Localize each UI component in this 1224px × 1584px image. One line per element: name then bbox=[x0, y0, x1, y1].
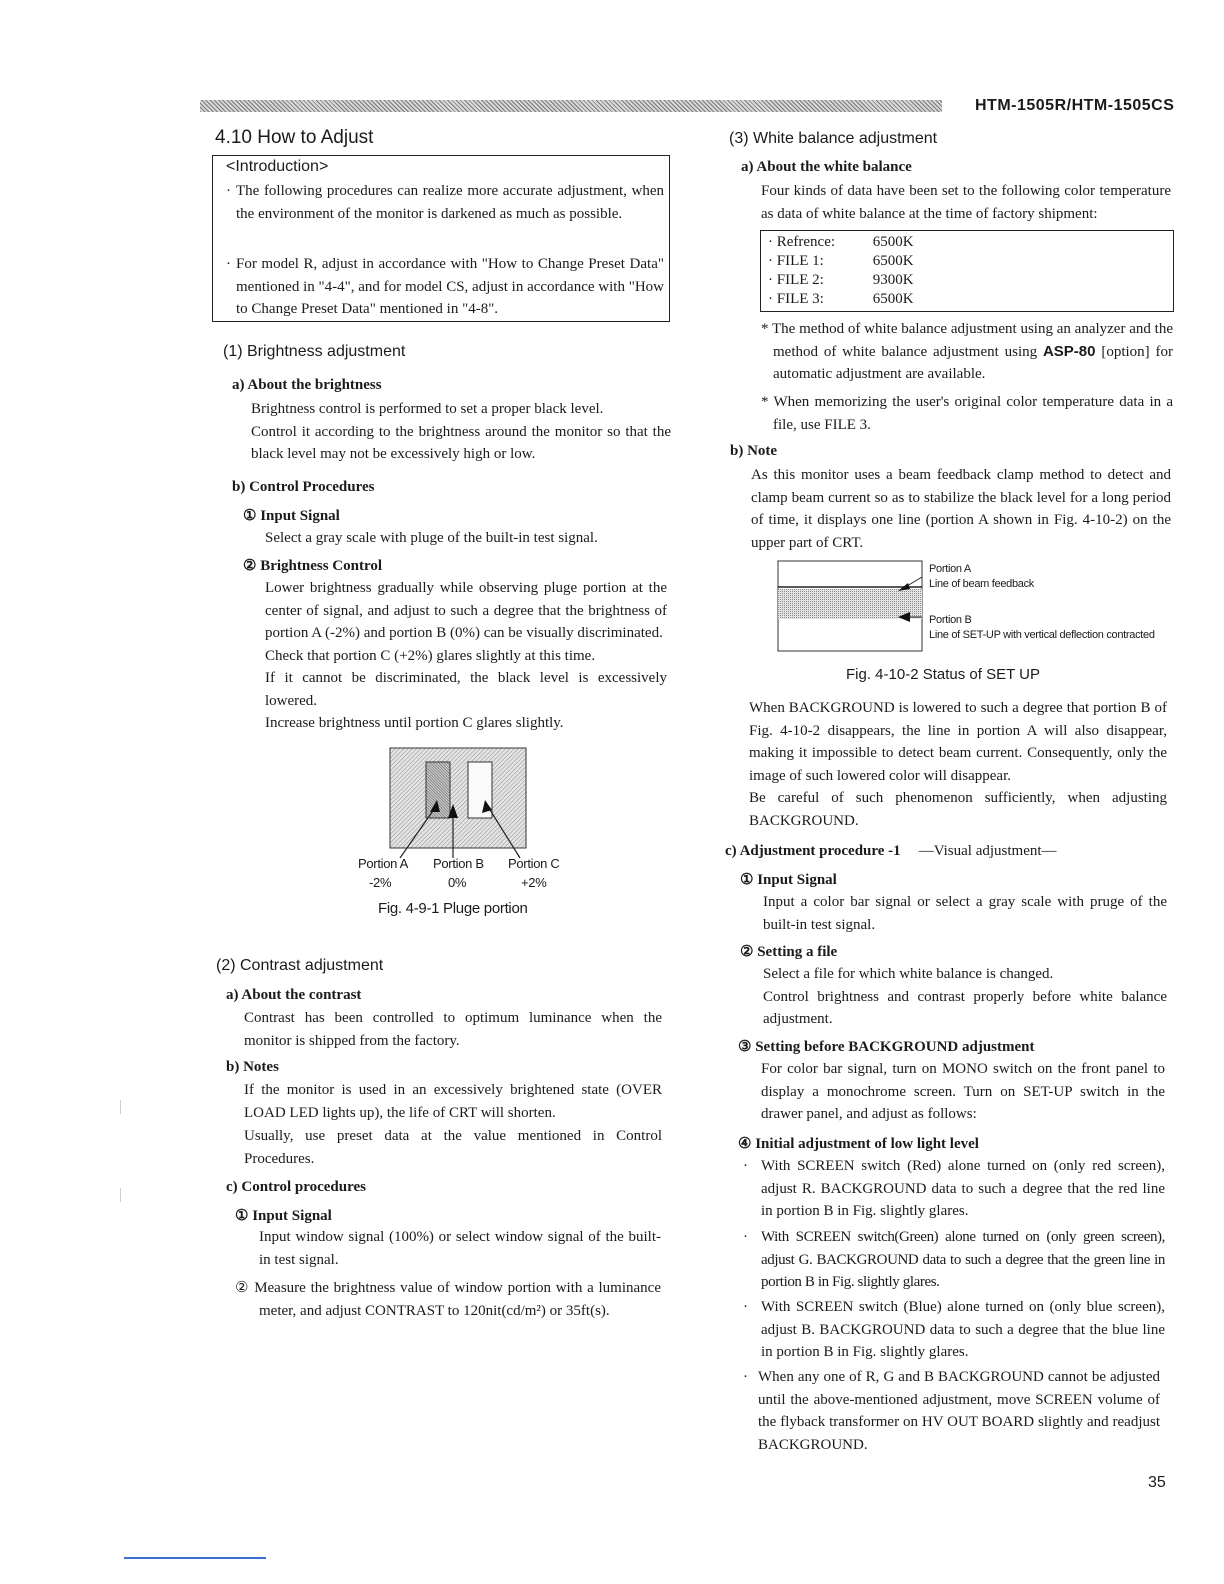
wb-b-text: As this monitor uses a beam feedback clamp method to detect and clamp beam current so as to stabilize the black level for a long period of time, it displays one line (portion A shown in Fig. 4-10-2) on the upper part of CRT. bbox=[751, 467, 1171, 551]
intro-bullet: · The following procedures can realize more accurate adjustment, when the environment of the monitor is darkened as much as possible. bbox=[226, 183, 664, 222]
wb-table-row: · FILE 1: 6500K bbox=[768, 253, 914, 269]
proc-file-label: ② Setting a file bbox=[740, 944, 838, 960]
initial-bullet-blue: · With SCREEN switch (Blue) alone turned on (only blue screen), adjust B. BACKGROUND data to such a degree that the blue line in portion B in Fig. slightly glares. bbox=[743, 1299, 1165, 1360]
proc-c-heading: c) Adjustment procedure -1 —Visual adjustment— bbox=[725, 843, 1057, 859]
setup-band bbox=[778, 589, 922, 619]
wb-table-row: · Refrence: 6500K bbox=[768, 234, 914, 250]
fig2-portion-a: Portion A bbox=[929, 563, 971, 575]
brightness-title: (1) Brightness adjustment bbox=[223, 343, 406, 360]
brightness-control-text: Lower brightness gradually while observing pluge portion at the center of signal, and adjust to such a degree that the brightness of portion A (-2%) and portion B (0%) can be visually discriminated. Check that portion C (+2%) glares slightly at this time. If it cannot be discriminated, the black level is excessively lowered. Increase brightness until portion C glares slightly. bbox=[265, 580, 667, 731]
wb-table-row: · FILE 2: 9300K bbox=[768, 272, 914, 288]
section-title: 4.10 How to Adjust bbox=[215, 127, 374, 148]
wb-file-value: 6500K bbox=[872, 291, 914, 307]
contrast-c-label: c) Control procedures bbox=[226, 1179, 366, 1195]
fig2-caption: Fig. 4-10-2 Status of SET UP bbox=[846, 666, 1040, 683]
proc-background-label: ③ Setting before BACKGROUND adjustment bbox=[738, 1039, 1035, 1055]
wb-note-1: * The method of white balance adjustment using an analyzer and the method of white balance adjustment using ASP-80 [option] for automatic adjustment are available. bbox=[761, 321, 1173, 382]
proc-input-label: ① Input Signal bbox=[740, 872, 837, 888]
portion-b-value: 0% bbox=[448, 875, 467, 890]
contrast-a-label: a) About the contrast bbox=[226, 987, 362, 1003]
bottom-rule bbox=[124, 1557, 266, 1559]
contrast-title: (2) Contrast adjustment bbox=[216, 957, 384, 974]
page-number: 35 bbox=[1148, 1474, 1166, 1491]
proc-initial-label: ④ Initial adjustment of low light level bbox=[738, 1136, 979, 1152]
brightness-a-text: Brightness control is performed to set a proper black level. Control it according to the brightness around the monitor so that the black level may not be excessively high or low. bbox=[251, 401, 671, 462]
contrast-input-text: Input window signal (100%) or select window signal of the built-in test signal. bbox=[259, 1229, 661, 1268]
brightness-control-label: ② Brightness Control bbox=[243, 558, 383, 574]
wb-a-text: Four kinds of data have been set to the following color temperature as data of white balance at the time of factory shipment: bbox=[761, 183, 1171, 222]
contrast-notes-label: b) Notes bbox=[226, 1059, 279, 1075]
contrast-a-text: Contrast has been controlled to optimum luminance when the monitor is shipped from the factory. bbox=[244, 1010, 662, 1049]
initial-bullet-green: · With SCREEN switch(Green) alone turned on (only green screen), adjust G. BACKGROUND data to such a degree that the green line in portion B in Fig. slightly glares. bbox=[743, 1229, 1165, 1290]
intro-bullet-text: The following procedures can realize more accurate adjustment, when the environment of the monitor is darkened as much as possible. bbox=[236, 183, 664, 222]
input-signal-label: ① Input Signal bbox=[243, 508, 340, 524]
contrast-input-label: ① Input Signal bbox=[235, 1208, 332, 1224]
scan-mark bbox=[120, 1100, 121, 1114]
fig1-caption: Fig. 4-9-1 Pluge portion bbox=[378, 900, 528, 917]
contrast-notes-text: If the monitor is used in an excessively brightened state (OVER LOAD LED lights up), the life of CRT will shorten. Usually, use preset data at the value mentioned in Control Procedures. bbox=[244, 1082, 662, 1167]
wb-table-row: · FILE 3: 6500K bbox=[768, 291, 914, 307]
portion-a-label: Portion A bbox=[358, 856, 409, 871]
scan-mark bbox=[120, 1188, 121, 1202]
wb-file-name: FILE 3: bbox=[776, 291, 824, 307]
intro-bullet-text: For model R, adjust in accordance with "How to Change Preset Data" mentioned in "4-4", and for model CS, adjust in accordance with "How to Change Preset Data" mentioned in "4-8". bbox=[236, 256, 664, 317]
wb-title: (3) White balance adjustment bbox=[729, 130, 938, 147]
pluge-background bbox=[390, 748, 526, 848]
wb-note-2: * When memorizing the user's original color temperature data in a file, use FILE 3. bbox=[761, 394, 1173, 433]
intro-heading: <Introduction> bbox=[226, 158, 329, 175]
control-procedures-label: b) Control Procedures bbox=[232, 479, 375, 495]
wb-file-value: 6500K bbox=[872, 253, 914, 269]
intro-bullet: · For model R, adjust in accordance with "How to Change Preset Data" mentioned in "4-4", and for model CS, adjust in accordance with "How to Change Preset Data" mentioned in "4-8". bbox=[226, 256, 664, 317]
proc-input-text: Input a color bar signal or select a gray scale with pruge of the built-in test signal. bbox=[763, 894, 1167, 933]
wb-file-name: FILE 2: bbox=[776, 272, 824, 288]
wb-b-label: b) Note bbox=[730, 443, 778, 459]
wb-file-name: FILE 1: bbox=[776, 253, 824, 269]
portion-c-label: Portion C bbox=[508, 856, 560, 871]
proc-file-text: Select a file for which white balance is changed. Control brightness and contrast properly before white balance adjustment. bbox=[763, 966, 1167, 1027]
portion-c-value: +2% bbox=[521, 875, 547, 890]
brightness-a-label: a) About the brightness bbox=[232, 377, 382, 393]
initial-bullet-red: · With SCREEN switch (Red) alone turned on (only red screen), adjust R. BACKGROUND data to such a degree that the red line in portion B in Fig. slightly glares. bbox=[743, 1158, 1165, 1219]
fig2-line-a: Line of beam feedback bbox=[929, 578, 1035, 590]
model-title: HTM-1505R/HTM-1505CS bbox=[975, 97, 1175, 114]
fig2-line-b: Line of SET-UP with vertical deflection contracted bbox=[929, 629, 1155, 641]
wb-file-value: 9300K bbox=[872, 272, 914, 288]
initial-bullet-screen: · When any one of R, G and B BACKGROUND cannot be adjusted until the above-mentioned adjustment, move SCREEN volume of the flyback transformer on HV OUT BOARD slightly and readjust BACKGROUND. bbox=[743, 1369, 1160, 1453]
proc-background-text: For color bar signal, turn on MONO switch on the front panel to display a monochrome screen. Turn on SET-UP switch in the drawer panel, and adjust as follows: bbox=[761, 1061, 1165, 1122]
after-fig-text: When BACKGROUND is lowered to such a degree that portion B of Fig. 4-10-2 disappears, the line in portion A will also disappear, making it impossible to detect beam current. Consequently, only the image of such lowered color will disappear. Be careful of such phenomenon sufficiently, when adjusting BACKGROUND. bbox=[749, 700, 1167, 829]
wb-file-value: 6500K bbox=[872, 234, 914, 250]
wb-file-name: Refrence: bbox=[776, 234, 836, 250]
header-rule bbox=[200, 100, 942, 112]
fig2-portion-b: Portion B bbox=[929, 614, 972, 626]
portion-b-label: Portion B bbox=[433, 856, 484, 871]
wb-a-label: a) About the white balance bbox=[741, 159, 912, 175]
contrast-measure-text: ② Measure the brightness value of window portion with a luminance meter, and adjust CONTRAST to 120nit(cd/m²) or 35ft(s). bbox=[235, 1280, 661, 1319]
setup-figure bbox=[770, 555, 1180, 660]
portion-a-value: -2% bbox=[369, 875, 392, 890]
input-signal-text: Select a gray scale with pluge of the built-in test signal. bbox=[265, 530, 598, 546]
